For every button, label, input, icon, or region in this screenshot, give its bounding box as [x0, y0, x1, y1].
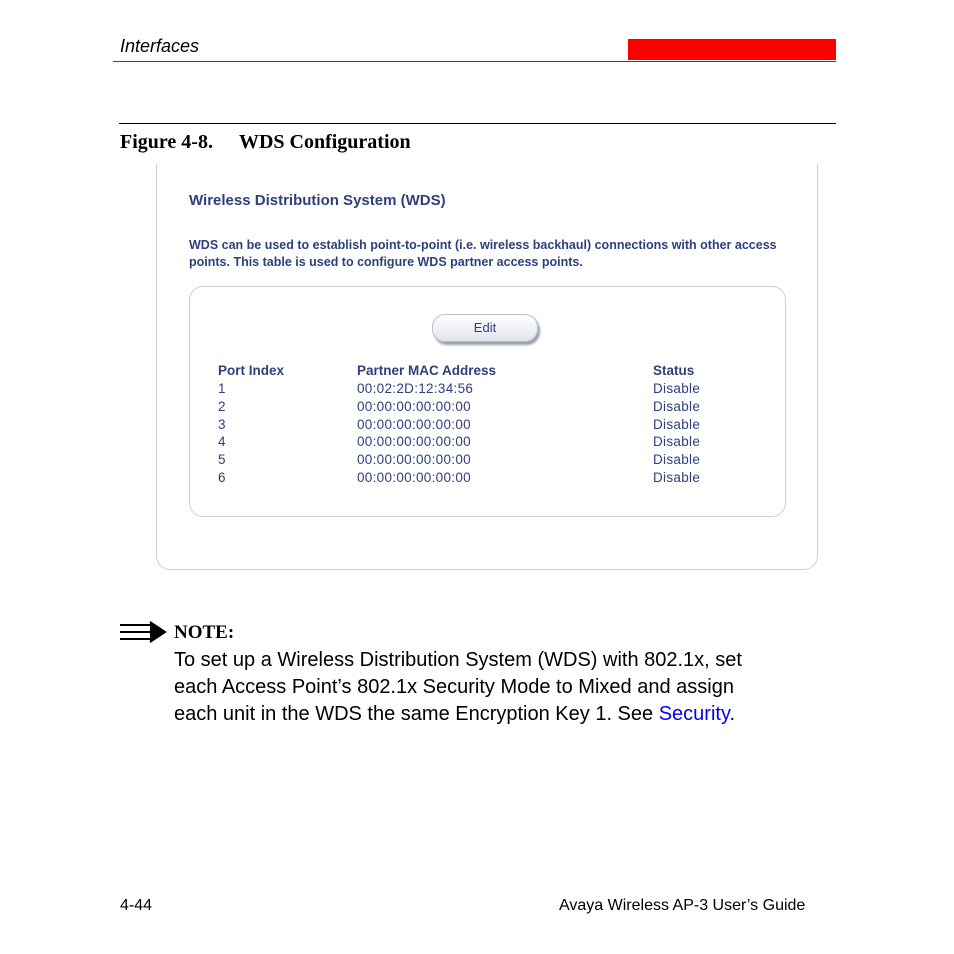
row-mac: 00:02:2D:12:34:56	[357, 381, 474, 396]
row-port: 6	[218, 470, 226, 485]
note-line-end: .	[729, 703, 736, 725]
guide-title: Avaya Wireless AP-3 User’s Guide	[559, 897, 806, 914]
running-header: Interfaces	[120, 36, 200, 56]
figure-rule	[119, 123, 836, 124]
column-header-status: Status	[653, 363, 695, 378]
row-status: Disable	[653, 470, 701, 485]
row-mac: 00:00:00:00:00:00	[357, 452, 471, 467]
row-status: Disable	[653, 381, 701, 396]
figure-title: WDS Configuration	[238, 131, 411, 153]
header-accent-bar	[628, 39, 836, 60]
column-header-port-index: Port Index	[218, 363, 285, 378]
panel-title: Wireless Distribution System (WDS)	[189, 192, 446, 209]
row-mac: 00:00:00:00:00:00	[357, 399, 471, 414]
row-status: Disable	[653, 452, 701, 467]
note-label: NOTE:	[174, 622, 235, 643]
column-header-partner-mac: Partner MAC Address	[357, 363, 497, 378]
edit-button[interactable]: Edit	[432, 314, 538, 342]
row-port: 5	[218, 452, 226, 467]
row-status: Disable	[653, 417, 701, 432]
page-number: 4-44	[120, 897, 153, 914]
note-text	[174, 647, 824, 728]
row-status: Disable	[653, 434, 701, 449]
note-line-text: each unit in the WDS the same Encryption Key 1. See	[174, 703, 659, 725]
row-mac: 00:00:00:00:00:00	[357, 434, 471, 449]
note-arrow-icon	[119, 620, 167, 644]
row-port: 4	[218, 434, 226, 449]
row-mac: 00:00:00:00:00:00	[357, 470, 471, 485]
row-port: 1	[218, 381, 226, 396]
security-link[interactable]: Security	[658, 703, 730, 725]
panel-description: WDS can be used to establish point-to-point (i.e. wireless backhaul) connections with other access points. This table is used to configure WDS partner access points.	[189, 238, 777, 269]
row-port: 3	[218, 417, 226, 432]
row-port: 2	[218, 399, 226, 414]
header-rule	[113, 61, 836, 62]
note-line: each Access Point’s 802.1x Security Mode to Mixed and assign	[174, 676, 734, 698]
note-line: To set up a Wireless Distribution System (WDS) with 802.1x, set	[174, 649, 742, 671]
figure-caption	[120, 131, 411, 154]
row-status: Disable	[653, 399, 701, 414]
figure-number: Figure 4-8.	[120, 131, 213, 153]
note-line	[174, 701, 824, 728]
row-mac: 00:00:00:00:00:00	[357, 417, 471, 432]
